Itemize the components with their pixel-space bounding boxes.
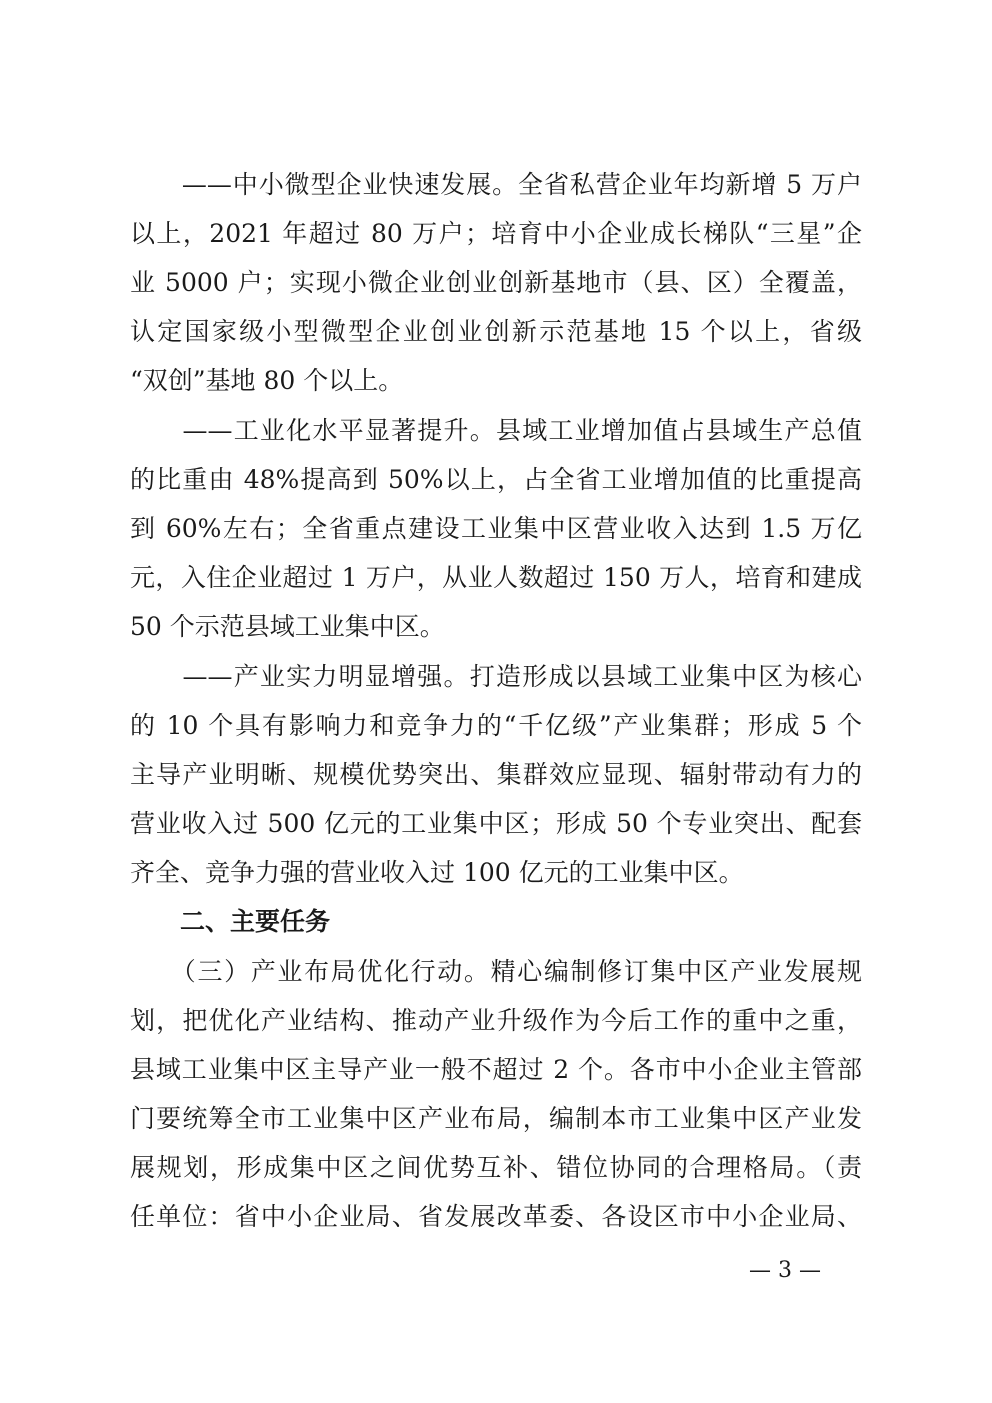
text-line: 主导产业明晰、规模优势突出、集群效应显现、辐射带动有力的 [130,760,862,789]
text-line: 以上，2021 年超过 80 万户；培育中小企业成长梯队“三星”企 [130,219,862,248]
text-line: “双创”基地 80 个以上。 [130,366,404,395]
text-line: ——产业实力明显增强。打造形成以县域工业集中区为核心 [130,662,862,691]
text-line: 营业收入过 500 亿元的工业集中区；形成 50 个专业突出、配套 [130,809,862,838]
text-line: 认定国家级小型微型企业创业创新示范基地 15 个以上，省级 [130,317,862,346]
text-line: ——中小微型企业快速发展。全省私营企业年均新增 5 万户 [130,170,862,199]
text-line: 50 个示范县域工业集中区。 [130,612,445,641]
text-line: 的 10 个具有影响力和竞争力的“千亿级”产业集群；形成 5 个 [130,711,862,740]
text-line: 齐全、竞争力强的营业收入过 100 亿元的工业集中区。 [130,858,744,887]
text-line: 到 60%左右；全省重点建设工业集中区营业收入达到 1.5 万亿 [130,514,862,543]
text-line: 任单位：省中小企业局、省发展改革委、各设区市中小企业局、 [130,1202,862,1231]
text-line: （三）产业布局优化行动。精心编制修订集中区产业发展规 [130,957,862,986]
text-line: 的比重由 48%提高到 50%以上，占全省工业增加值的比重提高 [130,465,862,494]
text-line: 划，把优化产业结构、推动产业升级作为今后工作的重中之重， [130,1006,862,1035]
text-line: 门要统筹全市工业集中区产业布局，编制本市工业集中区产业发 [130,1104,862,1133]
text-line: ——工业化水平显著提升。县域工业增加值占县域生产总值 [130,416,862,445]
section-heading: 二、主要任务 [130,907,331,936]
page-number: — 3 — [749,1258,821,1283]
text-line: 业 5000 户；实现小微企业创业创新基地市（县、区）全覆盖， [130,268,862,297]
text-line: 县域工业集中区主导产业一般不超过 2 个。各市中小企业主管部 [130,1055,862,1084]
text-line: 元，入住企业超过 1 万户，从业人数超过 150 万人，培育和建成 [130,563,862,592]
text-line: 展规划，形成集中区之间优势互补、错位协同的合理格局。（责 [130,1153,862,1182]
